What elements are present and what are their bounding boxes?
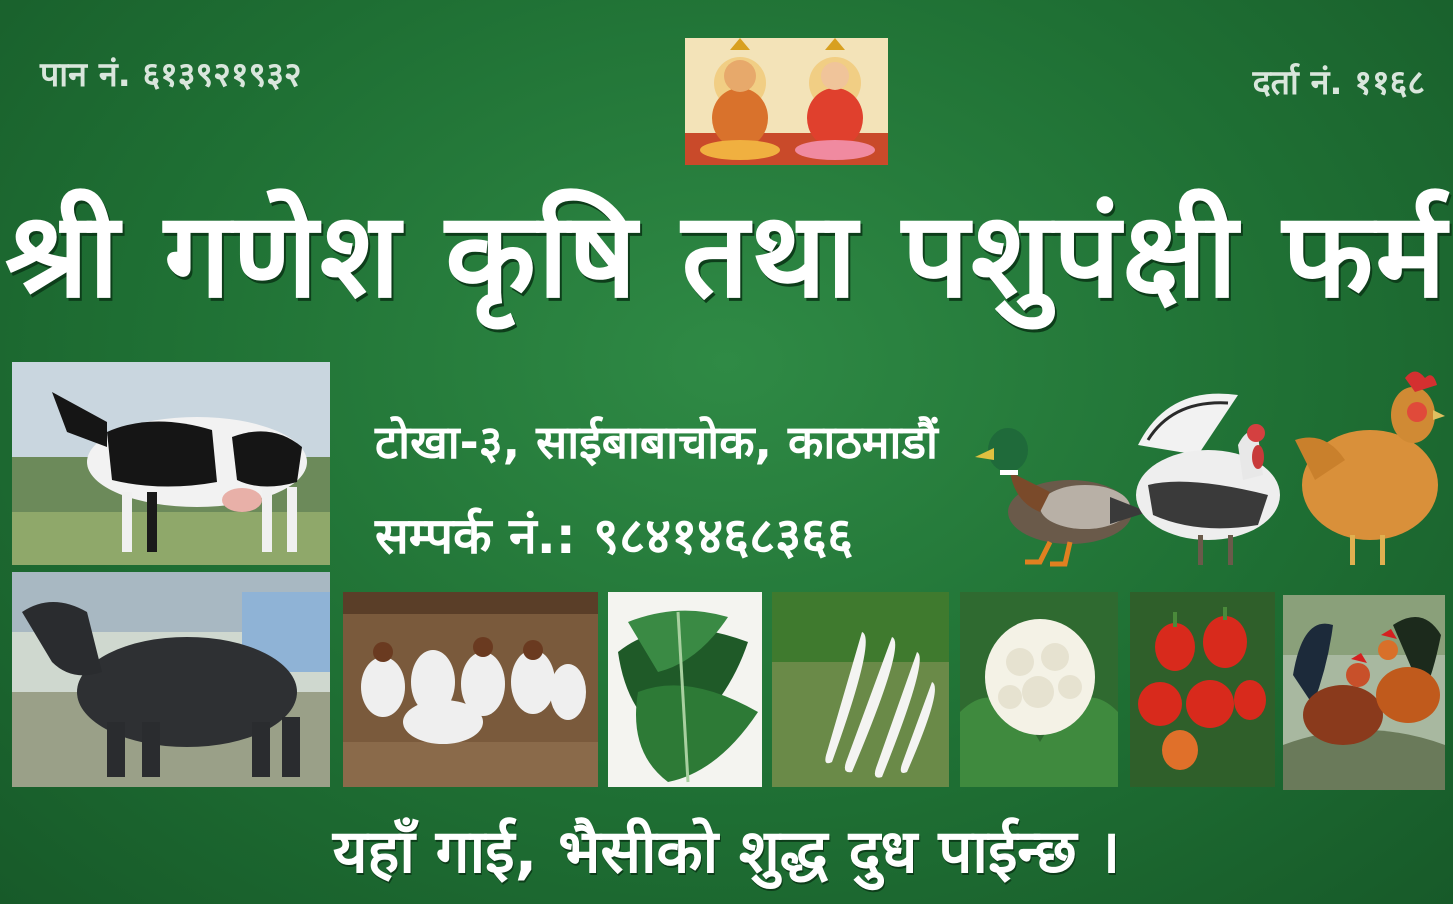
radish-photo bbox=[772, 592, 949, 787]
farm-title: श्री गणेश कृषि तथा पशुपंक्षी फर्म bbox=[4, 186, 1449, 324]
cow-photo bbox=[12, 362, 330, 565]
contact-number: सम्पर्क नं.: ९८४१४६८३६६ bbox=[375, 507, 854, 565]
tomatoes-photo bbox=[1130, 592, 1275, 787]
registration-number: दर्ता नं. ११६८ bbox=[1252, 63, 1425, 103]
deities-icon bbox=[685, 38, 888, 165]
slogan: यहाँ गाई, भैसीको शुद्ध दुध पाईन्छ । bbox=[332, 817, 1121, 887]
goats-photo bbox=[343, 592, 598, 787]
pan-number: पान नं. ६१३९२१९३२ bbox=[40, 55, 302, 95]
turkey-icon bbox=[1128, 385, 1288, 570]
buffalo-photo bbox=[12, 572, 330, 787]
leafy-greens-photo bbox=[608, 592, 762, 787]
cauliflower-photo bbox=[960, 592, 1118, 787]
hen-icon bbox=[1295, 360, 1445, 570]
address: टोखा-३, साईबाबाचोक, काठमाडौं bbox=[375, 415, 938, 469]
duck-icon bbox=[970, 412, 1150, 572]
roosters-photo bbox=[1283, 595, 1445, 790]
